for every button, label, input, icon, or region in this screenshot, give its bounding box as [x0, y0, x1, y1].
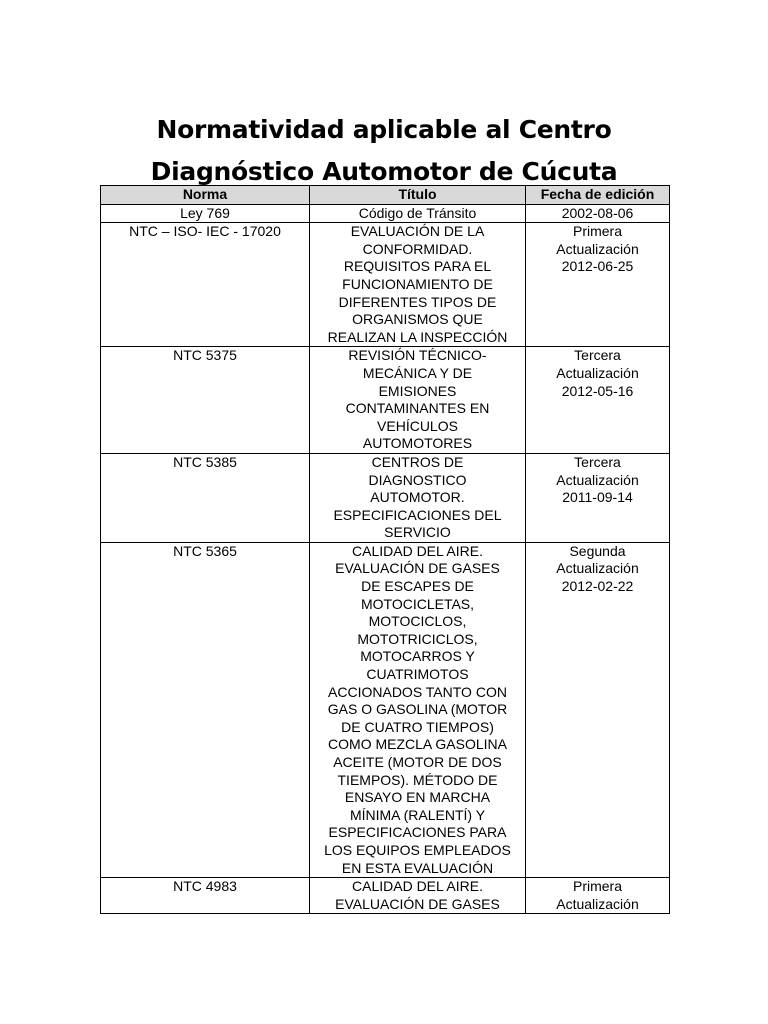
titulo-line: DE ESCAPES DE [361, 578, 474, 595]
titulo-line: MOTOCICLETAS, [360, 595, 475, 612]
cell-titulo [310, 878, 526, 914]
titulo-line: DIAGNOSTICO [368, 471, 467, 488]
titulo-line: EN ESTA EVALUACIÓN [341, 859, 494, 876]
titulo-line: CALIDAD DEL AIRE. [352, 878, 483, 895]
header-titulo: Título [310, 186, 526, 205]
titulo-line: MOTOCARROS Y [360, 648, 475, 665]
table-row [101, 542, 670, 877]
cell-titulo [310, 223, 526, 347]
cell-norma: NTC 5375 [101, 347, 310, 454]
titulo-line: ACCIONADOS TANTO CON [328, 683, 507, 700]
page-title-line-2: Diagnóstico Automotor de Cúcuta [150, 156, 618, 186]
header-norma: Norma [101, 186, 310, 205]
titulo-line: EVALUACIÓN DE GASES [335, 895, 500, 912]
titulo-line: CENTROS DE [371, 453, 464, 470]
page-title-line-1: Normatividad aplicable al Centro [156, 114, 612, 144]
titulo-line: MOTOTRICICLOS, [357, 630, 478, 647]
cell-norma: Ley 769 [101, 204, 310, 223]
titulo-line: TIEMPOS). MÉTODO DE [337, 771, 498, 788]
titulo-line: CONFORMIDAD. [362, 240, 473, 257]
fecha-line: Primera [572, 223, 622, 240]
cell-fecha [526, 542, 670, 877]
fecha-line: Tercera [574, 453, 621, 470]
cell-titulo [310, 453, 526, 542]
titulo-line: REALIZAN LA INSPECCIÓN [327, 328, 508, 345]
fecha-line: 2011-09-14 [562, 489, 633, 506]
cell-fecha [526, 453, 670, 542]
table-row [101, 347, 670, 454]
titulo-line: AUTOMOTOR. [370, 489, 465, 506]
fecha-line: Tercera [574, 347, 621, 364]
norms-table-body [101, 204, 670, 914]
titulo-line: CUATRIMOTOS [366, 666, 469, 683]
titulo-line: ACEITE (MOTOR DE DOS [333, 754, 502, 770]
cell-norma: NTC 4983 [101, 878, 310, 914]
titulo-line: ESPECIFICACIONES DEL [333, 506, 502, 523]
fecha-line: Actualización [556, 364, 639, 381]
cell-titulo [310, 542, 526, 877]
titulo-line: ORGANISMOS QUE [352, 311, 483, 328]
fecha-line: 2012-06-25 [561, 258, 634, 275]
fecha-line: Primera [572, 878, 622, 895]
titulo-line: REQUISITOS PARA EL [343, 258, 492, 275]
titulo-line: MECÁNICA Y DE [362, 364, 473, 381]
table-header-row [101, 186, 670, 205]
cell-fecha [526, 223, 670, 347]
cell-titulo [310, 347, 526, 454]
titulo-line: VEHÍCULOS [377, 417, 458, 434]
titulo-line: COMO MEZCLA GASOLINA [328, 736, 507, 753]
page-title [0, 109, 768, 193]
fecha-line: 2002-08-06 [561, 204, 634, 221]
titulo-line: EVALUACIÓN DE LA [350, 223, 485, 240]
fecha-line: Actualización [556, 560, 639, 577]
titulo-line: FUNCIONAMIENTO DE [342, 275, 493, 292]
header-fecha: Fecha de edición [526, 186, 670, 205]
titulo-line: LOS EQUIPOS EMPLEADOS [324, 841, 511, 858]
titulo-line: GAS O GASOLINA (MOTOR [327, 701, 508, 718]
fecha-line: Actualización [556, 240, 639, 257]
cell-norma: NTC – ISO- IEC - 17020 [101, 223, 310, 347]
norms-table [100, 185, 670, 914]
titulo-line: AUTOMOTORES [362, 435, 473, 452]
cell-norma: NTC 5385 [101, 453, 310, 542]
cell-fecha [526, 204, 670, 223]
titulo-line: CONTAMINANTES EN [345, 400, 490, 417]
titulo-line: MOTOCICLOS, [368, 613, 467, 630]
titulo-line: DIFERENTES TIPOS DE [338, 293, 497, 310]
fecha-line: 2012-05-16 [561, 382, 634, 399]
cell-fecha [526, 347, 670, 454]
titulo-line: EMISIONES [378, 382, 457, 399]
titulo-line: CALIDAD DEL AIRE. [352, 542, 483, 559]
table-row [101, 204, 670, 223]
fecha-line: 2012-02-22 [561, 578, 634, 595]
titulo-line: MÍNIMA (RALENTÍ) Y [349, 806, 486, 823]
cell-titulo [310, 204, 526, 223]
fecha-line: Actualización [556, 895, 639, 912]
titulo-line: DE CUATRO TIEMPOS) [341, 718, 494, 735]
titulo-line: SERVICIO [384, 524, 451, 541]
titulo-line: ENSAYO EN MARCHA [344, 789, 491, 806]
cell-norma: NTC 5365 [101, 542, 310, 877]
table-row [101, 453, 670, 542]
table-row [101, 223, 670, 347]
fecha-line: Segunda [569, 542, 626, 559]
titulo-line: Código de Tránsito [358, 204, 477, 221]
titulo-line: REVISIÓN TÉCNICO- [348, 347, 487, 364]
table-row [101, 878, 670, 914]
titulo-line: EVALUACIÓN DE GASES [335, 560, 500, 577]
fecha-line: Actualización [556, 471, 639, 488]
titulo-line: ESPECIFICACIONES PARA [328, 824, 507, 841]
cell-fecha [526, 878, 670, 914]
